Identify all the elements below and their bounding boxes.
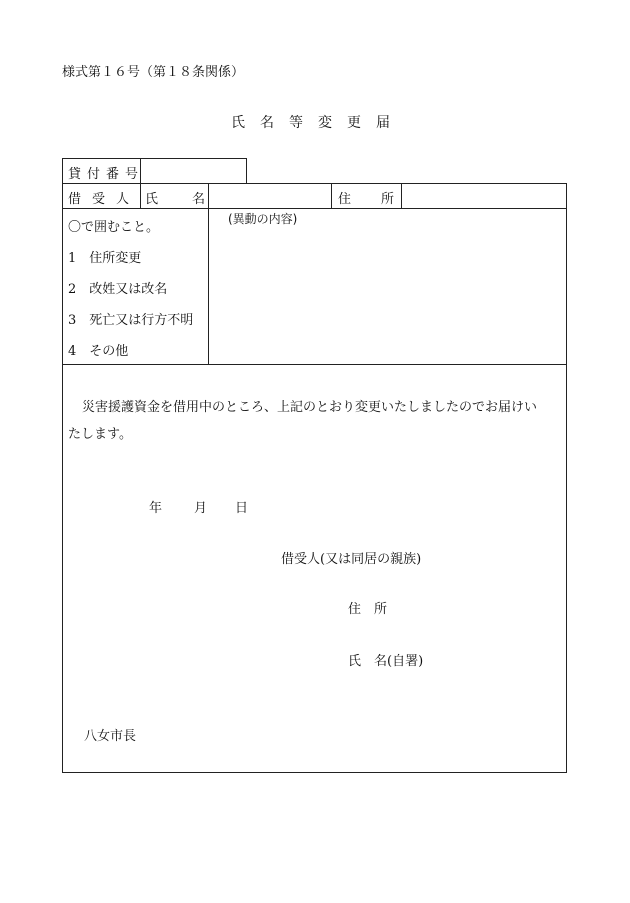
form-number: 様式第１６号（第１８条関係） bbox=[62, 65, 245, 80]
page-title bbox=[231, 112, 405, 132]
change-type-option[interactable]: 1 住所変更 bbox=[68, 251, 142, 266]
loan-number-label: 貸付番号 bbox=[68, 167, 145, 182]
loan-number-field[interactable] bbox=[146, 163, 242, 179]
change-type-option[interactable]: 2 改姓又は改名 bbox=[68, 282, 168, 297]
table-line bbox=[208, 183, 209, 365]
borrower-label: 借受人 bbox=[68, 192, 141, 207]
addressee: 八女市長 bbox=[84, 729, 137, 744]
change-details-field[interactable] bbox=[214, 228, 560, 358]
name-label: 氏名 bbox=[145, 192, 240, 207]
table-line bbox=[566, 183, 567, 773]
table-line bbox=[62, 183, 567, 184]
table-line bbox=[62, 158, 247, 159]
date-month-label: 月 bbox=[194, 501, 208, 516]
applicant-label: 借受人(又は同居の親族) bbox=[281, 552, 422, 567]
change-type-option[interactable]: 3 死亡又は行方不明 bbox=[68, 313, 194, 328]
circle-instruction: 〇で囲むこと。 bbox=[68, 220, 160, 235]
date-day-label: 日 bbox=[235, 501, 249, 516]
declaration-line-1: 災害援護資金を借用中のところ、上記のとおり変更いたしましたのでお届けい bbox=[82, 400, 538, 415]
page-title-text: 氏名等変更届 bbox=[231, 115, 405, 131]
table-line bbox=[246, 158, 247, 184]
date-year-label: 年 bbox=[149, 501, 163, 516]
change-details-label: (異動の内容) bbox=[228, 212, 298, 226]
address-field[interactable] bbox=[407, 188, 561, 204]
name-field[interactable] bbox=[214, 188, 326, 204]
applicant-name-label: 氏 名(自署) bbox=[348, 654, 424, 669]
table-line bbox=[62, 158, 63, 773]
declaration-line-2: たします。 bbox=[68, 427, 132, 442]
change-type-option[interactable]: 4 その他 bbox=[68, 344, 129, 359]
table-line bbox=[62, 208, 567, 209]
table-line bbox=[62, 364, 567, 365]
address-label: 住所 bbox=[338, 192, 425, 207]
applicant-address-label: 住 所 bbox=[348, 602, 388, 617]
table-line bbox=[62, 772, 567, 773]
table-line bbox=[331, 183, 332, 209]
